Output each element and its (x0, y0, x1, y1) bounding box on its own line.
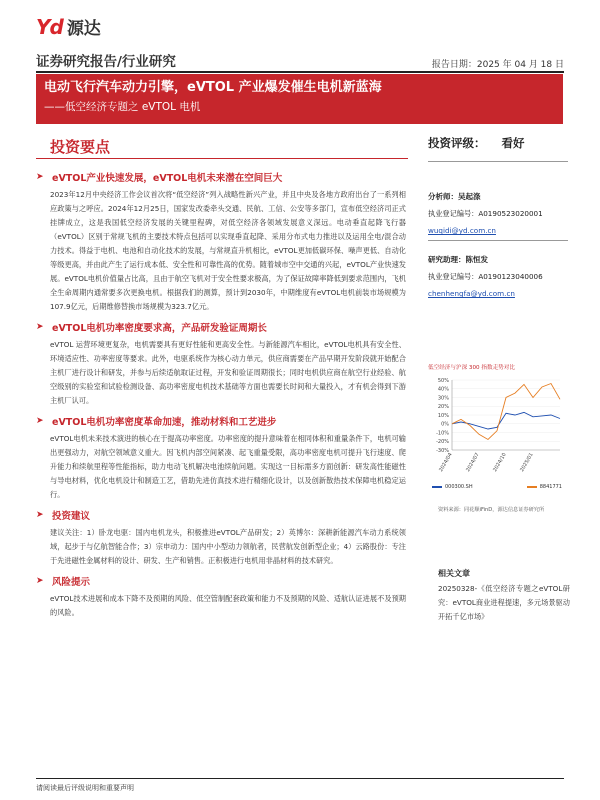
arrow-bullet-icon: ➤ (36, 510, 44, 520)
x-tick-label: 2024/10 (492, 452, 508, 473)
section-tech-evolution (36, 414, 406, 502)
report-date: 报告日期：2025 年 04 月 18 日 (431, 60, 564, 70)
company-logo (36, 14, 101, 39)
investment-rating (428, 135, 568, 151)
footer-disclaimer-link[interactable]: 请阅读最后评级说明和重要声明 (36, 784, 134, 792)
legend-item (432, 484, 473, 490)
arrow-bullet-icon: ➤ (36, 322, 44, 332)
section-heading-text: eVTOL电机功率密度要求高，产品研发验证周期长 (52, 323, 267, 334)
x-tick-label: 2024/04 (438, 452, 454, 473)
sidebar-divider (428, 161, 568, 162)
y-tick-label: 10% (437, 412, 449, 419)
section-heading (36, 414, 406, 428)
arrow-bullet-icon: ➤ (36, 416, 44, 426)
y-tick-label: 0% (441, 421, 449, 428)
section-paragraph: eVTOL技术进展和成本下降不及预期的风险、低空管制配套政策和能力不及预期的风险、适航认证进展不及预期的风险。 (50, 594, 406, 617)
section-heading (36, 574, 406, 588)
analyst-email-link[interactable]: wuqidi@yd.com.cn (428, 226, 496, 235)
legend-label: 8841771 (539, 484, 562, 490)
section-heading (36, 508, 406, 522)
section-heading (36, 320, 406, 334)
legend-label: 000300.SH (445, 484, 473, 490)
section-industry (36, 170, 406, 314)
series-line-1 (452, 384, 560, 440)
section-paragraph: 2023年12月中央经济工作会议首次将“低空经济”列入战略性新兴产业，并且中央及各地方政府出台了一系列相应政策与之呼应。2024年12月25日，国家发改委牵头交通、民航、工信、公安等多部门，宣布低空经济司正式挂牌成立，这是我国低空经济发展的关键里程碑，对低空经济各领域发展意义深远。电动垂直起降飞行器（eVTOL）区别于常规飞机的主要技术特点包括可以实现垂直起降、采用分布式电力推进以及运用全电/混合动力技术。得益于电机、电池和自动化技术的发展，与常规直升机相比，eVTOL更加低碳环保、噪声更低、自动化等级更高，并由此产生了运行成本低、安全性和可靠性高的优势。随着城市空中交通的兴起，eVTOL产业快速发展。eVTOL电机价值量占比高，且由于航空飞机对于安全性要求极高，为了保证故障率降低到要求范围内，飞机全生命周期内通常要多次更换电机。根据我们的测算，预计到2030年，中期维度有eVTOL电机前装市场规模为107.9亿元，后期维修替换市场规模为323.7亿元。 (50, 190, 406, 311)
heading-rule (36, 158, 408, 159)
sidebar (428, 135, 568, 301)
y-tick-label: 20% (437, 404, 449, 411)
legend-swatch (432, 486, 442, 488)
arrow-bullet-icon: ➤ (36, 172, 44, 182)
related-articles-heading: 相关文章 (438, 569, 470, 578)
footer-divider (36, 778, 564, 779)
y-tick-label: -30% (436, 447, 449, 454)
analyst-name: 分析师：吴起涤 (428, 192, 481, 201)
y-tick-label: -20% (436, 439, 449, 446)
header-divider (36, 71, 564, 73)
y-tick-label: 40% (437, 386, 449, 393)
assistant-name: 研究助理：陈恒发 (428, 255, 488, 264)
rating-value: 看好 (501, 136, 525, 150)
section-heading-text: eVTOL电机功率密度革命加速，推动材料和工艺进步 (52, 417, 277, 428)
main-content (36, 164, 406, 620)
section-heading (36, 170, 406, 184)
y-tick-label: 50% (437, 377, 449, 384)
report-title: 电动飞行汽车动力引擎，eVTOL 产业爆发催生电机新蓝海 (44, 80, 382, 95)
legend-swatch (527, 486, 537, 488)
analyst-license: 执业登记编号：A0190523020001 (428, 209, 543, 218)
y-tick-label: -10% (436, 430, 449, 437)
assistant-email-link[interactable]: chenhengfa@yd.com.cn (428, 289, 515, 298)
chart-title: 低空经济与沪深 300 指数走势对比 (428, 365, 515, 371)
y-tick-label: 30% (437, 395, 449, 402)
assistant-license: 执业登记编号：A0190123040006 (428, 272, 543, 281)
arrow-bullet-icon: ➤ (36, 576, 44, 586)
x-tick-label: 2025/01 (519, 452, 535, 473)
section-investment-advice (36, 508, 406, 568)
title-banner (36, 74, 563, 124)
rating-label: 投资评级： (428, 136, 486, 150)
chart-source: 资料来源：同花顺iFinD，源达信息证券研究所 (438, 507, 545, 513)
logo-text: 源达 (66, 19, 101, 39)
legend-item (527, 484, 562, 490)
section-paragraph: eVTOL 运营环境更复杂，电机需要具有更好性能和更高安全性。与新能源汽车相比，eVTOL电机具有安全性、环境适应性、功率密度等要求。此外，电驱系统作为核心动力单元，供应商需要在产品早期开发阶段就开始配合主机厂进行设计和研发，并参与后续适航取证过程，开发和验证周期很长；同时电机供应商在航空行业经验、航空级别的实验室和试验检测设备、高功率密度电机技术基础等方面也需要长时间和大量投入，才有机会得到下游主机厂认可。 (50, 340, 406, 405)
investment-highlights-heading: 投资要点 (50, 138, 111, 156)
section-heading-text: 投资建议 (52, 511, 91, 522)
section-heading-text: 风险提示 (52, 577, 91, 588)
document-type: 证券研究报告/行业研究 (36, 54, 176, 70)
logo-mark: Yd (36, 14, 63, 39)
report-subtitle: ——低空经济专题之 eVTOL 电机 (44, 101, 201, 113)
related-article-link[interactable]: 20250328-《低空经济专题之eVTOL研究：eVTOL商业进程提速，多元场景驱动开拓千亿市场》 (438, 584, 570, 621)
chart-legend (432, 484, 562, 490)
section-heading-text: eVTOL产业快速发展，eVTOL电机未来潜在空间巨大 (52, 173, 283, 184)
section-power-density (36, 320, 406, 408)
x-tick-label: 2024/07 (465, 452, 481, 473)
sidebar-divider (428, 240, 568, 241)
section-risk (36, 574, 406, 620)
section-paragraph: 建议关注：1）卧龙电驱：国内电机龙头，积极推进eVTOL产品研发；2）英博尔：深耕新能源汽车动力系统领域，起步于与亿航智能合作；3）宗申动力：国内中小型动力领航者，民营航发创新型企业；4）云路股份：专注于先进磁性金属材料的设计、研发、生产和销售。正积极进行电机用非晶材料的技术研究。 (50, 528, 406, 565)
section-paragraph: eVTOL电机未来技术演进的核心在于提高功率密度。功率密度的提升意味着在相同体积和重量条件下，电机可输出更强动力，对航空领域意义重大。因飞机内部空间紧凑、起飞重量受限，高功率密度电机可提升飞行速度、爬升能力和续航里程等性能指标，助力电动飞机解决电池续航问题。实现这一目标需多方面创新：研发高性能磁性与导电材料，优化电机设计和制造工艺，借助先进仿真技术进行精细化设计，以及创新散热技术保障电机稳定运行。 (50, 434, 406, 499)
